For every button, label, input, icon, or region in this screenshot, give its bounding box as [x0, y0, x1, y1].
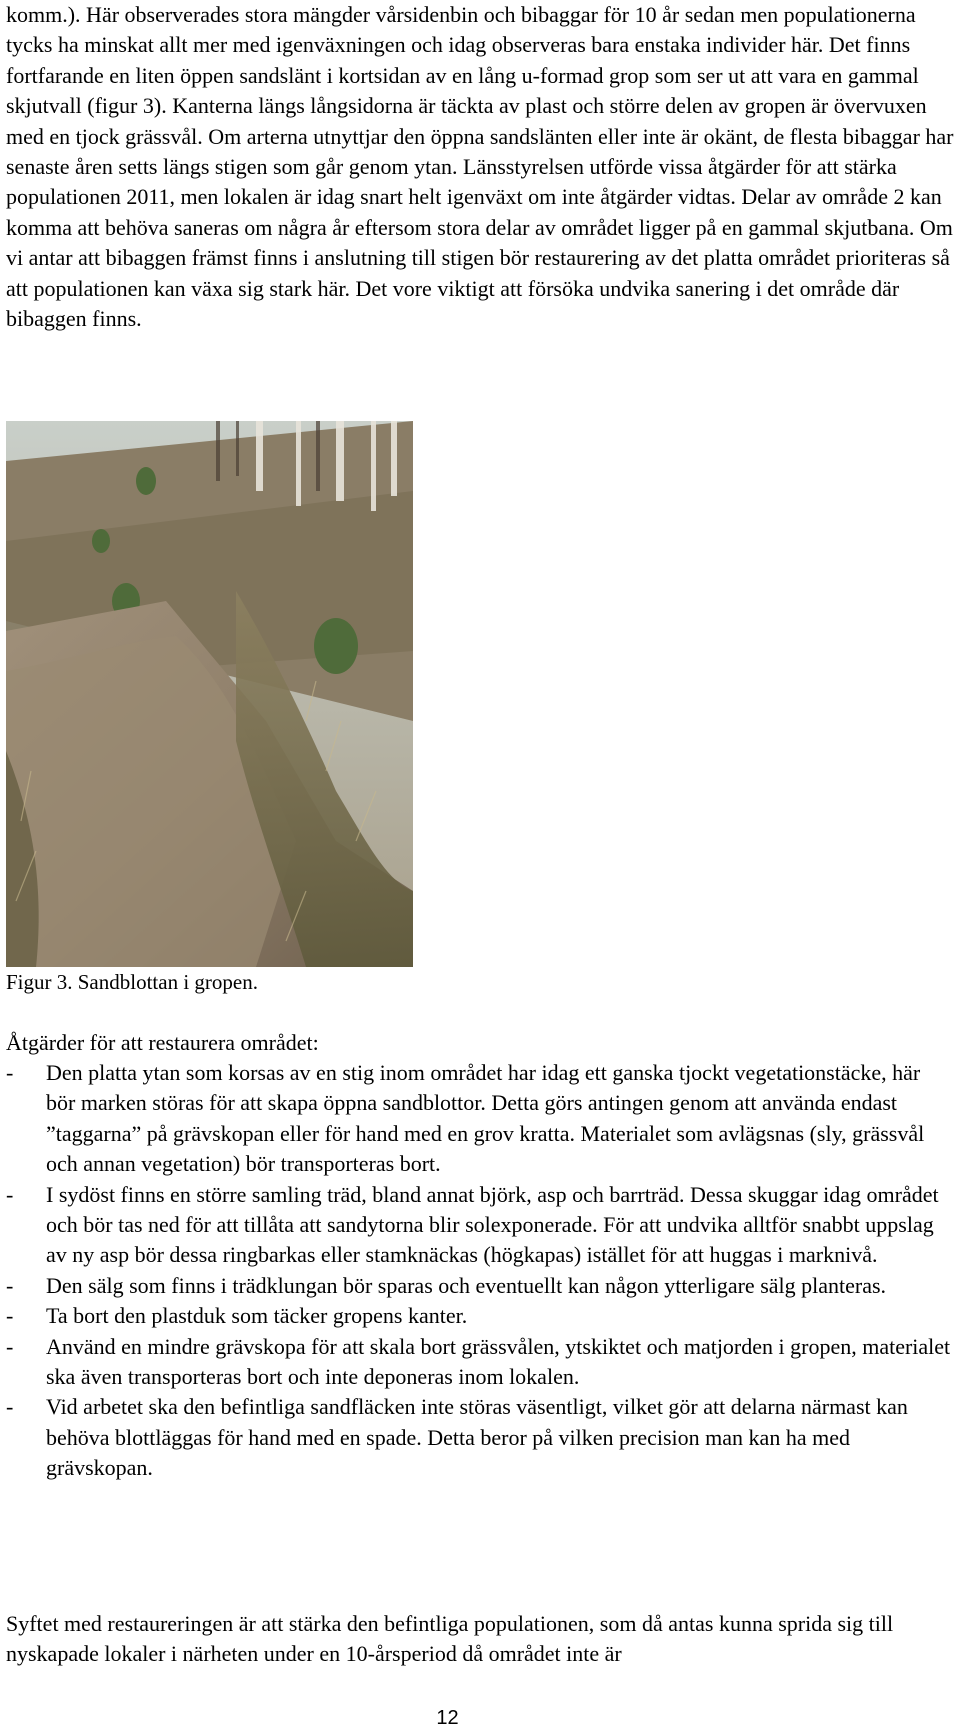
- figure-caption: Figur 3. Sandblottan i gropen.: [6, 970, 258, 994]
- list-item-text: Använd en mindre grävskopa för att skala bort grässvålen, ytskiktet och matjorden i gropen, materialet ska även transporteras bort och inte deponeras inom lokalen.: [46, 1333, 951, 1390]
- list-item-text: Ta bort den plastduk som täcker gropens kanter.: [46, 1303, 468, 1329]
- document-page: [6, 0, 954, 334]
- list-item-text: Den sälg som finns i trädklungan bör sparas och eventuellt kan någon ytterligare sälg planteras.: [46, 1272, 887, 1298]
- list-item-text: Vid arbetet ska den befintliga sandfläcken inte störas väsentligt, vilket gör att delarna närmast kan behöva blottläggas för hand med en spade. Detta beror på vilken precision man kan ha med grävskopan.: [46, 1394, 908, 1481]
- list-item: [6, 1301, 954, 1331]
- figure-3-photo-sand-pit: [6, 421, 413, 967]
- conclusion-paragraph: Syftet med restaureringen är att stärka den befintliga populationen, som då antas kunna sprida sig till nyskapade lokaler i närheten under en 10-årsperiod då området inte är: [6, 1611, 894, 1667]
- measures-heading: Åtgärder för att restaurera området:: [6, 1030, 319, 1055]
- list-item: [6, 1392, 954, 1483]
- list-bullet: -: [6, 1272, 14, 1298]
- page-number: 12: [436, 1707, 459, 1729]
- sand-pit-illustration: [6, 421, 413, 967]
- list-bullet: -: [6, 1394, 14, 1420]
- list-bullet: -: [6, 1060, 14, 1085]
- measures-list: [6, 1058, 954, 1484]
- list-bullet: -: [6, 1181, 14, 1207]
- intro-paragraph: komm.). Här observerades stora mängder vårsidenbin och bibaggar för 10 år sedan men populationerna tycks ha minskat allt mer med igenväxningen och idag observeras bara enstaka individer här. Det finns fortfarande en liten öppen sandslänt i kortsidan av en lång u-formad grop som ser ut att vara en gammal skjutvall (figur 3). Kanterna längs långsidorna är täckta av plast och större delen av gropen är övervuxen med en tjock grässvål. Om arterna utnyttjar den öppna sandslänten eller inte är okänt, de flesta bibaggar har senaste åren setts längs stigen som går genom ytan. Länsstyrelsen utförde vissa åtgärder för att stärka populationen 2011, men lokalen är idag snart helt igenväxt om inte åtgärder vidtas. Delar av område 2 kan komma att behöva saneras om några år eftersom stora delar av området ligger på en gammal skjutbana. Om vi antar att bibaggen främst finns i anslutning till stigen bör restaurering av det platta området prioriteras så att populationen kan växa sig stark här. Det vore viktigt att försöka undvika sanering i det område där bibaggen finns.: [6, 2, 954, 332]
- list-item-text: Den platta ytan som korsas av en stig inom området har idag ett ganska tjockt vegetationstäcke, här bör marken störas för att skapa öppna sandblottor. Detta görs antingen genom att använda endast ”taggarna” på grävskopan eller för hand med en grov kratta. Materialet som avlägsnas (sly, grässvål och annan vegetation) bör transporteras bort.: [46, 1060, 925, 1177]
- list-bullet: -: [6, 1303, 14, 1329]
- list-item: [6, 1271, 954, 1301]
- list-item: [6, 1180, 954, 1271]
- list-item: [6, 1332, 954, 1393]
- list-item-text: I sydöst finns en större samling träd, bland annat björk, asp och barrträd. Dessa skuggar idag området och bör tas ned för att tillåta att sandytorna blir solexponerade. För att undvika alltför snabbt uppslag av ny asp bör dessa ringbarkas eller stamknäckas (högkapas) istället för att huggas i marknivå.: [46, 1181, 939, 1268]
- list-bullet: -: [6, 1333, 14, 1359]
- list-item: [6, 1058, 954, 1180]
